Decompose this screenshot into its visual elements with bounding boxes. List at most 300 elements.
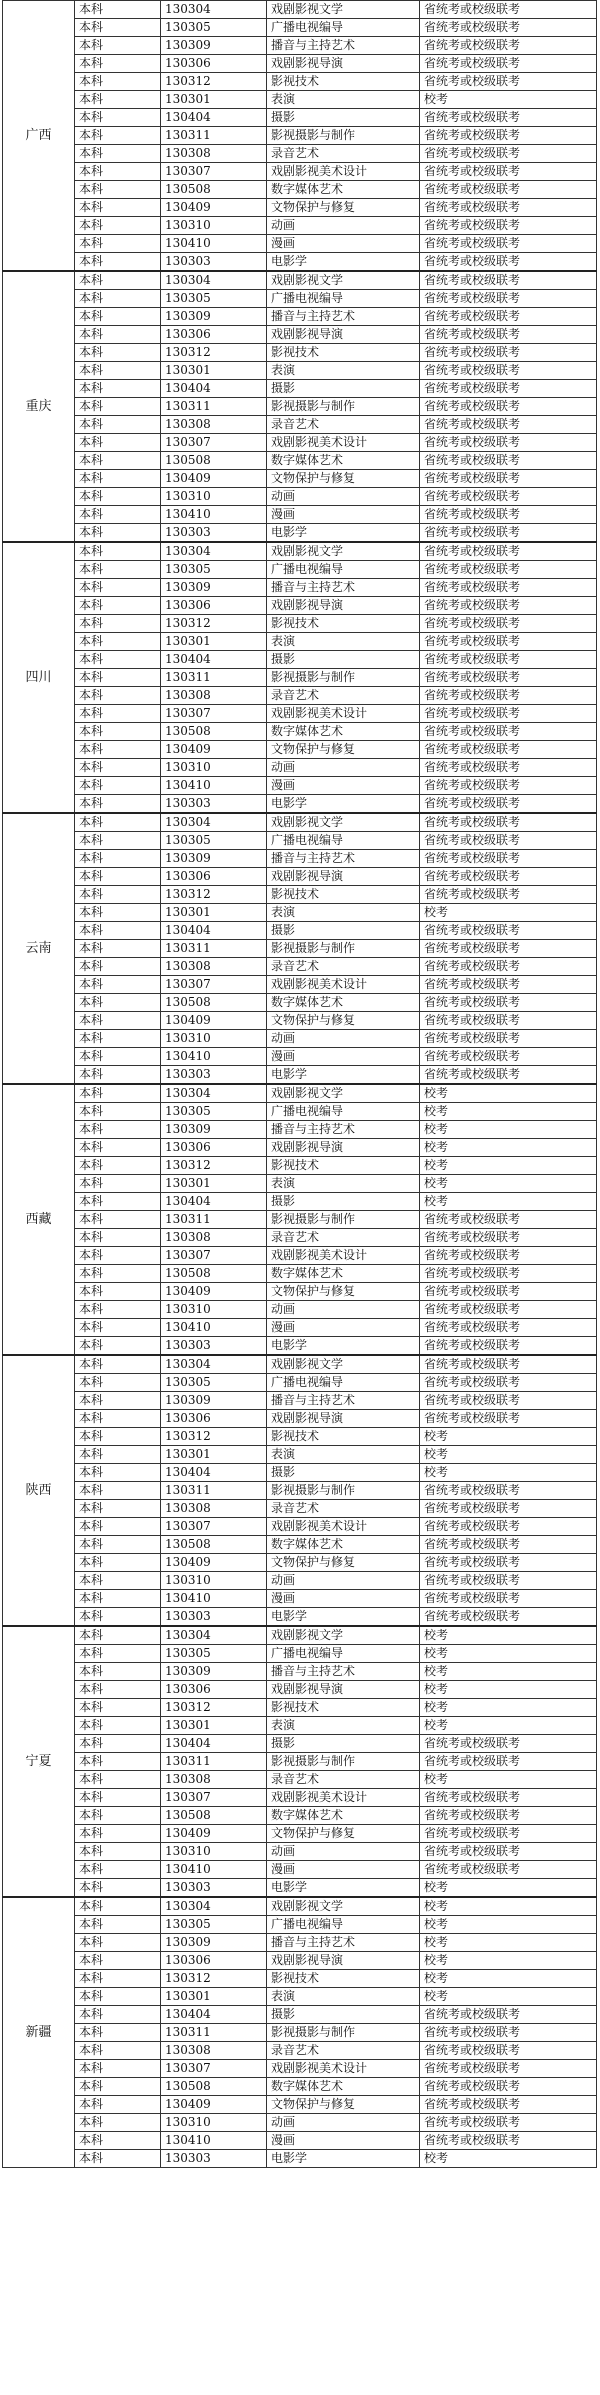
level-cell: 本科 — [75, 1066, 161, 1085]
exam-method-cell: 省统考或校级联考 — [420, 1355, 597, 1374]
province-group — [3, 1897, 597, 2168]
level-cell: 本科 — [75, 687, 161, 705]
table-row — [3, 1645, 597, 1663]
major-cell: 文物保护与修复 — [267, 199, 420, 217]
major-cell: 动画 — [267, 1572, 420, 1590]
level-cell: 本科 — [75, 2096, 161, 2114]
table-row — [3, 2114, 597, 2132]
level-cell: 本科 — [75, 669, 161, 687]
table-row — [3, 1012, 597, 1030]
table-row — [3, 1283, 597, 1301]
code-cell: 130409 — [161, 1012, 267, 1030]
code-cell: 130410 — [161, 1319, 267, 1337]
table-row — [3, 127, 597, 145]
code-cell: 130304 — [161, 813, 267, 832]
code-cell: 130404 — [161, 109, 267, 127]
code-cell: 130301 — [161, 904, 267, 922]
level-cell: 本科 — [75, 868, 161, 886]
exam-method-cell: 省统考或校级联考 — [420, 1789, 597, 1807]
table-row — [3, 452, 597, 470]
code-cell: 130404 — [161, 1193, 267, 1211]
major-cell: 动画 — [267, 488, 420, 506]
level-cell: 本科 — [75, 1572, 161, 1590]
major-cell: 戏剧影视导演 — [267, 55, 420, 73]
level-cell: 本科 — [75, 271, 161, 290]
table-row — [3, 1374, 597, 1392]
exam-method-cell: 省统考或校级联考 — [420, 2006, 597, 2024]
exam-method-cell: 省统考或校级联考 — [420, 1319, 597, 1337]
code-cell: 130305 — [161, 19, 267, 37]
level-cell: 本科 — [75, 380, 161, 398]
major-cell: 动画 — [267, 2114, 420, 2132]
table-row — [3, 832, 597, 850]
level-cell: 本科 — [75, 1879, 161, 1898]
level-cell: 本科 — [75, 2114, 161, 2132]
exam-method-cell: 省统考或校级联考 — [420, 19, 597, 37]
major-cell: 戏剧影视美术设计 — [267, 1789, 420, 1807]
level-cell: 本科 — [75, 199, 161, 217]
code-cell: 130309 — [161, 1663, 267, 1681]
level-cell: 本科 — [75, 253, 161, 272]
major-cell: 影视技术 — [267, 73, 420, 91]
code-cell: 130308 — [161, 687, 267, 705]
exam-method-cell: 省统考或校级联考 — [420, 2114, 597, 2132]
major-cell: 动画 — [267, 1301, 420, 1319]
level-cell: 本科 — [75, 2006, 161, 2024]
level-cell: 本科 — [75, 2024, 161, 2042]
major-cell: 戏剧影视文学 — [267, 1626, 420, 1645]
table-row — [3, 1536, 597, 1554]
major-cell: 摄影 — [267, 109, 420, 127]
code-cell: 130409 — [161, 741, 267, 759]
major-cell: 录音艺术 — [267, 958, 420, 976]
code-cell: 130309 — [161, 37, 267, 55]
major-cell: 影视摄影与制作 — [267, 940, 420, 958]
exam-method-cell: 校考 — [420, 1771, 597, 1789]
exam-method-cell: 省统考或校级联考 — [420, 615, 597, 633]
exam-method-cell: 省统考或校级联考 — [420, 398, 597, 416]
code-cell: 130404 — [161, 2006, 267, 2024]
code-cell: 130307 — [161, 976, 267, 994]
code-cell: 130307 — [161, 705, 267, 723]
code-cell: 130306 — [161, 1139, 267, 1157]
major-cell: 摄影 — [267, 651, 420, 669]
level-cell: 本科 — [75, 1681, 161, 1699]
code-cell: 130306 — [161, 55, 267, 73]
level-cell: 本科 — [75, 145, 161, 163]
major-cell: 戏剧影视文学 — [267, 1, 420, 19]
major-cell: 电影学 — [267, 1879, 420, 1898]
level-cell: 本科 — [75, 434, 161, 452]
level-cell: 本科 — [75, 1410, 161, 1428]
exam-method-cell: 省统考或校级联考 — [420, 37, 597, 55]
exam-method-cell: 校考 — [420, 1645, 597, 1663]
major-cell: 摄影 — [267, 380, 420, 398]
table-row — [3, 579, 597, 597]
major-cell: 漫画 — [267, 1319, 420, 1337]
exam-method-cell: 省统考或校级联考 — [420, 199, 597, 217]
exam-method-cell: 省统考或校级联考 — [420, 1012, 597, 1030]
table-row — [3, 633, 597, 651]
code-cell: 130311 — [161, 1753, 267, 1771]
code-cell: 130308 — [161, 145, 267, 163]
code-cell: 130508 — [161, 994, 267, 1012]
table-row — [3, 705, 597, 723]
code-cell: 130306 — [161, 597, 267, 615]
code-cell: 130311 — [161, 940, 267, 958]
exam-method-cell: 省统考或校级联考 — [420, 344, 597, 362]
province-group — [3, 542, 597, 813]
level-cell: 本科 — [75, 741, 161, 759]
level-cell: 本科 — [75, 1843, 161, 1861]
exam-method-cell: 校考 — [420, 904, 597, 922]
major-cell: 电影学 — [267, 1608, 420, 1627]
level-cell: 本科 — [75, 1645, 161, 1663]
table-row — [3, 55, 597, 73]
exam-method-cell: 省统考或校级联考 — [420, 976, 597, 994]
level-cell: 本科 — [75, 1970, 161, 1988]
level-cell: 本科 — [75, 1157, 161, 1175]
level-cell: 本科 — [75, 1, 161, 19]
major-cell: 戏剧影视导演 — [267, 326, 420, 344]
level-cell: 本科 — [75, 832, 161, 850]
exam-method-cell: 省统考或校级联考 — [420, 1735, 597, 1753]
exam-method-cell: 省统考或校级联考 — [420, 579, 597, 597]
table-row — [3, 253, 597, 272]
table-row — [3, 506, 597, 524]
table-row — [3, 199, 597, 217]
major-cell: 影视摄影与制作 — [267, 1482, 420, 1500]
level-cell: 本科 — [75, 398, 161, 416]
code-cell: 130304 — [161, 542, 267, 561]
exam-method-cell: 省统考或校级联考 — [420, 741, 597, 759]
level-cell: 本科 — [75, 506, 161, 524]
code-cell: 130303 — [161, 2150, 267, 2168]
major-cell: 数字媒体艺术 — [267, 452, 420, 470]
code-cell: 130303 — [161, 1337, 267, 1356]
major-cell: 表演 — [267, 1446, 420, 1464]
code-cell: 130305 — [161, 1374, 267, 1392]
table-row — [3, 1970, 597, 1988]
exam-method-cell: 校考 — [420, 91, 597, 109]
major-cell: 播音与主持艺术 — [267, 37, 420, 55]
province-group — [3, 1084, 597, 1355]
exam-method-cell: 省统考或校级联考 — [420, 940, 597, 958]
exam-method-cell: 省统考或校级联考 — [420, 2132, 597, 2150]
table-row — [3, 434, 597, 452]
code-cell: 130311 — [161, 669, 267, 687]
code-cell: 130301 — [161, 362, 267, 380]
exam-method-cell: 省统考或校级联考 — [420, 597, 597, 615]
code-cell: 130312 — [161, 73, 267, 91]
code-cell: 130409 — [161, 199, 267, 217]
level-cell: 本科 — [75, 326, 161, 344]
code-cell: 130404 — [161, 380, 267, 398]
code-cell: 130409 — [161, 1825, 267, 1843]
major-cell: 电影学 — [267, 1337, 420, 1356]
table-row — [3, 2132, 597, 2150]
table-row — [3, 109, 597, 127]
level-cell: 本科 — [75, 1771, 161, 1789]
code-cell: 130312 — [161, 344, 267, 362]
major-cell: 播音与主持艺术 — [267, 1934, 420, 1952]
exam-method-cell: 省统考或校级联考 — [420, 524, 597, 543]
code-cell: 130304 — [161, 1, 267, 19]
exam-method-cell: 省统考或校级联考 — [420, 290, 597, 308]
level-cell: 本科 — [75, 1717, 161, 1735]
code-cell: 130305 — [161, 1645, 267, 1663]
exam-method-cell: 省统考或校级联考 — [420, 145, 597, 163]
code-cell: 130404 — [161, 1735, 267, 1753]
code-cell: 130310 — [161, 759, 267, 777]
level-cell: 本科 — [75, 452, 161, 470]
level-cell: 本科 — [75, 1319, 161, 1337]
code-cell: 130305 — [161, 290, 267, 308]
exam-method-cell: 省统考或校级联考 — [420, 1825, 597, 1843]
major-cell: 漫画 — [267, 235, 420, 253]
province-cell: 重庆 — [3, 271, 75, 542]
level-cell: 本科 — [75, 1012, 161, 1030]
major-cell: 戏剧影视美术设计 — [267, 434, 420, 452]
code-cell: 130306 — [161, 1410, 267, 1428]
major-cell: 表演 — [267, 1175, 420, 1193]
table-row — [3, 37, 597, 55]
code-cell: 130301 — [161, 1717, 267, 1735]
exam-method-cell: 省统考或校级联考 — [420, 253, 597, 272]
level-cell: 本科 — [75, 813, 161, 832]
table-row — [3, 217, 597, 235]
code-cell: 130306 — [161, 1681, 267, 1699]
table-row — [3, 1663, 597, 1681]
code-cell: 130508 — [161, 1265, 267, 1283]
major-cell: 摄影 — [267, 1193, 420, 1211]
level-cell: 本科 — [75, 1663, 161, 1681]
exam-method-cell: 省统考或校级联考 — [420, 1861, 597, 1879]
code-cell: 130305 — [161, 1916, 267, 1934]
major-cell: 广播电视编导 — [267, 832, 420, 850]
province-cell: 四川 — [3, 542, 75, 813]
table-row — [3, 488, 597, 506]
code-cell: 130304 — [161, 1897, 267, 1916]
major-cell: 表演 — [267, 91, 420, 109]
code-cell: 130312 — [161, 1157, 267, 1175]
table-row — [3, 1482, 597, 1500]
code-cell: 130309 — [161, 579, 267, 597]
level-cell: 本科 — [75, 1518, 161, 1536]
exam-method-cell: 省统考或校级联考 — [420, 868, 597, 886]
major-cell: 文物保护与修复 — [267, 1554, 420, 1572]
level-cell: 本科 — [75, 922, 161, 940]
major-cell: 录音艺术 — [267, 145, 420, 163]
level-cell: 本科 — [75, 940, 161, 958]
table-row — [3, 524, 597, 543]
code-cell: 130303 — [161, 1066, 267, 1085]
level-cell: 本科 — [75, 1916, 161, 1934]
major-cell: 戏剧影视美术设计 — [267, 705, 420, 723]
table-row — [3, 940, 597, 958]
code-cell: 130409 — [161, 1283, 267, 1301]
exam-method-cell: 省统考或校级联考 — [420, 2024, 597, 2042]
level-cell: 本科 — [75, 1464, 161, 1482]
level-cell: 本科 — [75, 1988, 161, 2006]
table-row — [3, 91, 597, 109]
major-cell: 戏剧影视文学 — [267, 271, 420, 290]
code-cell: 130409 — [161, 2096, 267, 2114]
level-cell: 本科 — [75, 1807, 161, 1825]
major-cell: 播音与主持艺术 — [267, 579, 420, 597]
province-cell: 云南 — [3, 813, 75, 1084]
major-cell: 影视摄影与制作 — [267, 1211, 420, 1229]
table-row — [3, 1717, 597, 1735]
major-cell: 影视摄影与制作 — [267, 2024, 420, 2042]
table-row — [3, 73, 597, 91]
table-row — [3, 235, 597, 253]
major-cell: 漫画 — [267, 1861, 420, 1879]
major-cell: 表演 — [267, 362, 420, 380]
exam-method-cell: 校考 — [420, 1428, 597, 1446]
code-cell: 130308 — [161, 416, 267, 434]
exam-method-cell: 省统考或校级联考 — [420, 470, 597, 488]
table-row — [3, 2060, 597, 2078]
level-cell: 本科 — [75, 1861, 161, 1879]
code-cell: 130410 — [161, 506, 267, 524]
level-cell: 本科 — [75, 1283, 161, 1301]
table-row — [3, 1952, 597, 1970]
table-row — [3, 561, 597, 579]
major-cell: 影视摄影与制作 — [267, 669, 420, 687]
major-cell: 录音艺术 — [267, 416, 420, 434]
level-cell: 本科 — [75, 597, 161, 615]
table-row — [3, 163, 597, 181]
table-row — [3, 1410, 597, 1428]
exam-method-cell: 省统考或校级联考 — [420, 416, 597, 434]
exam-method-cell: 省统考或校级联考 — [420, 1265, 597, 1283]
exam-method-cell: 省统考或校级联考 — [420, 1048, 597, 1066]
code-cell: 130309 — [161, 308, 267, 326]
exam-method-cell: 省统考或校级联考 — [420, 542, 597, 561]
code-cell: 130301 — [161, 1175, 267, 1193]
exam-method-cell: 省统考或校级联考 — [420, 669, 597, 687]
major-cell: 播音与主持艺术 — [267, 1663, 420, 1681]
table-row — [3, 1988, 597, 2006]
major-cell: 动画 — [267, 217, 420, 235]
code-cell: 130303 — [161, 1608, 267, 1627]
table-row — [3, 145, 597, 163]
table-row — [3, 1030, 597, 1048]
exam-method-cell: 校考 — [420, 1916, 597, 1934]
major-cell: 影视摄影与制作 — [267, 127, 420, 145]
table-row — [3, 813, 597, 832]
code-cell: 130311 — [161, 2024, 267, 2042]
exam-method-cell: 省统考或校级联考 — [420, 922, 597, 940]
exam-method-cell: 省统考或校级联考 — [420, 1482, 597, 1500]
major-cell: 戏剧影视导演 — [267, 868, 420, 886]
exam-method-cell: 省统考或校级联考 — [420, 1066, 597, 1085]
level-cell: 本科 — [75, 91, 161, 109]
table-row — [3, 669, 597, 687]
level-cell: 本科 — [75, 1428, 161, 1446]
exam-method-cell: 省统考或校级联考 — [420, 2060, 597, 2078]
table-row — [3, 1572, 597, 1590]
table-row — [3, 1464, 597, 1482]
exam-method-cell: 省统考或校级联考 — [420, 1247, 597, 1265]
major-cell: 数字媒体艺术 — [267, 1536, 420, 1554]
table-row — [3, 398, 597, 416]
major-cell: 影视摄影与制作 — [267, 1753, 420, 1771]
table-row — [3, 2024, 597, 2042]
table-row — [3, 2006, 597, 2024]
exam-method-cell: 省统考或校级联考 — [420, 308, 597, 326]
level-cell: 本科 — [75, 1789, 161, 1807]
code-cell: 130409 — [161, 1554, 267, 1572]
major-cell: 戏剧影视美术设计 — [267, 1518, 420, 1536]
code-cell: 130310 — [161, 1030, 267, 1048]
code-cell: 130309 — [161, 1392, 267, 1410]
major-cell: 数字媒体艺术 — [267, 1265, 420, 1283]
major-cell: 文物保护与修复 — [267, 1283, 420, 1301]
major-cell: 电影学 — [267, 2150, 420, 2168]
major-cell: 戏剧影视导演 — [267, 1410, 420, 1428]
exam-method-cell: 省统考或校级联考 — [420, 687, 597, 705]
level-cell: 本科 — [75, 1229, 161, 1247]
major-cell: 戏剧影视导演 — [267, 1952, 420, 1970]
province-group — [3, 1626, 597, 1897]
table-row — [3, 1861, 597, 1879]
code-cell: 130508 — [161, 2078, 267, 2096]
code-cell: 130410 — [161, 1861, 267, 1879]
exam-method-cell: 省统考或校级联考 — [420, 109, 597, 127]
table-row — [3, 380, 597, 398]
exam-method-cell: 校考 — [420, 1681, 597, 1699]
exam-method-cell: 省统考或校级联考 — [420, 1518, 597, 1536]
table-row — [3, 1934, 597, 1952]
level-cell: 本科 — [75, 19, 161, 37]
table-row — [3, 1103, 597, 1121]
major-cell: 表演 — [267, 1988, 420, 2006]
exam-method-cell: 省统考或校级联考 — [420, 2096, 597, 2114]
level-cell: 本科 — [75, 1355, 161, 1374]
table-row — [3, 1121, 597, 1139]
level-cell: 本科 — [75, 109, 161, 127]
level-cell: 本科 — [75, 561, 161, 579]
major-cell: 数字媒体艺术 — [267, 994, 420, 1012]
table-row — [3, 868, 597, 886]
major-cell: 戏剧影视导演 — [267, 1681, 420, 1699]
exam-method-cell: 省统考或校级联考 — [420, 1753, 597, 1771]
exam-method-cell: 省统考或校级联考 — [420, 73, 597, 91]
exam-method-cell: 省统考或校级联考 — [420, 1229, 597, 1247]
code-cell: 130306 — [161, 1952, 267, 1970]
major-cell: 漫画 — [267, 777, 420, 795]
level-cell: 本科 — [75, 542, 161, 561]
major-cell: 广播电视编导 — [267, 561, 420, 579]
level-cell: 本科 — [75, 344, 161, 362]
exam-method-cell: 省统考或校级联考 — [420, 506, 597, 524]
exam-method-cell: 省统考或校级联考 — [420, 705, 597, 723]
major-cell: 戏剧影视导演 — [267, 1139, 420, 1157]
exam-method-cell: 校考 — [420, 1879, 597, 1898]
exam-method-cell: 省统考或校级联考 — [420, 326, 597, 344]
major-cell: 影视技术 — [267, 1428, 420, 1446]
code-cell: 130308 — [161, 1771, 267, 1789]
major-cell: 戏剧影视美术设计 — [267, 976, 420, 994]
major-cell: 戏剧影视导演 — [267, 597, 420, 615]
exam-method-cell: 省统考或校级联考 — [420, 651, 597, 669]
code-cell: 130304 — [161, 1626, 267, 1645]
exam-method-cell: 省统考或校级联考 — [420, 1590, 597, 1608]
province-cell: 广西 — [3, 1, 75, 272]
level-cell: 本科 — [75, 1193, 161, 1211]
